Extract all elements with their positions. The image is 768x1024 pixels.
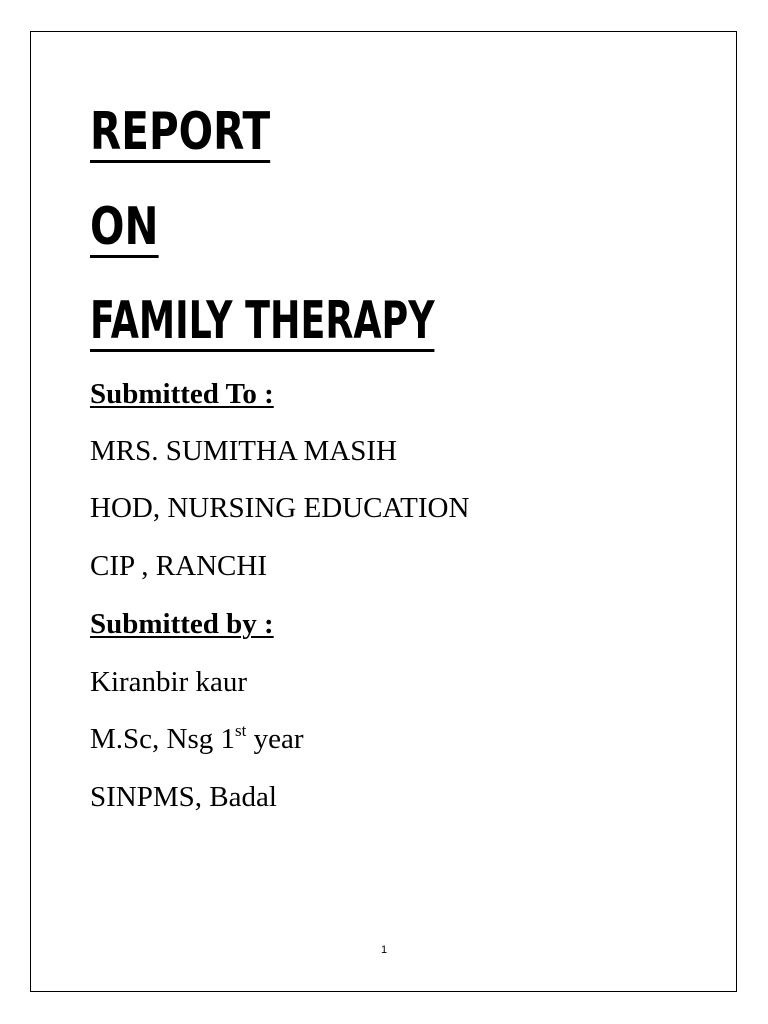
course-suffix: year (246, 723, 304, 755)
submitted-by-course (90, 721, 304, 755)
submitted-to-designation: HOD, NURSING EDUCATION (90, 492, 470, 524)
submitted-to-name: MRS. SUMITHA MASIH (90, 435, 397, 467)
submitted-to-institution: CIP , RANCHI (90, 550, 267, 582)
submitted-by-institution: SINPMS, Badal (90, 781, 277, 813)
title-on: ON (90, 197, 159, 257)
page-number: 1 (380, 944, 388, 956)
submitted-by-name: Kiranbir kaur (90, 666, 248, 698)
title-report: REPORT (90, 102, 271, 162)
course-superscript: st (235, 721, 247, 740)
submitted-to-heading: Submitted To : (90, 378, 274, 410)
submitted-by-heading: Submitted by : (90, 608, 274, 640)
course-prefix: M.Sc, Nsg 1 (90, 723, 236, 755)
title-family-therapy: FAMILY THERAPY (90, 291, 435, 351)
